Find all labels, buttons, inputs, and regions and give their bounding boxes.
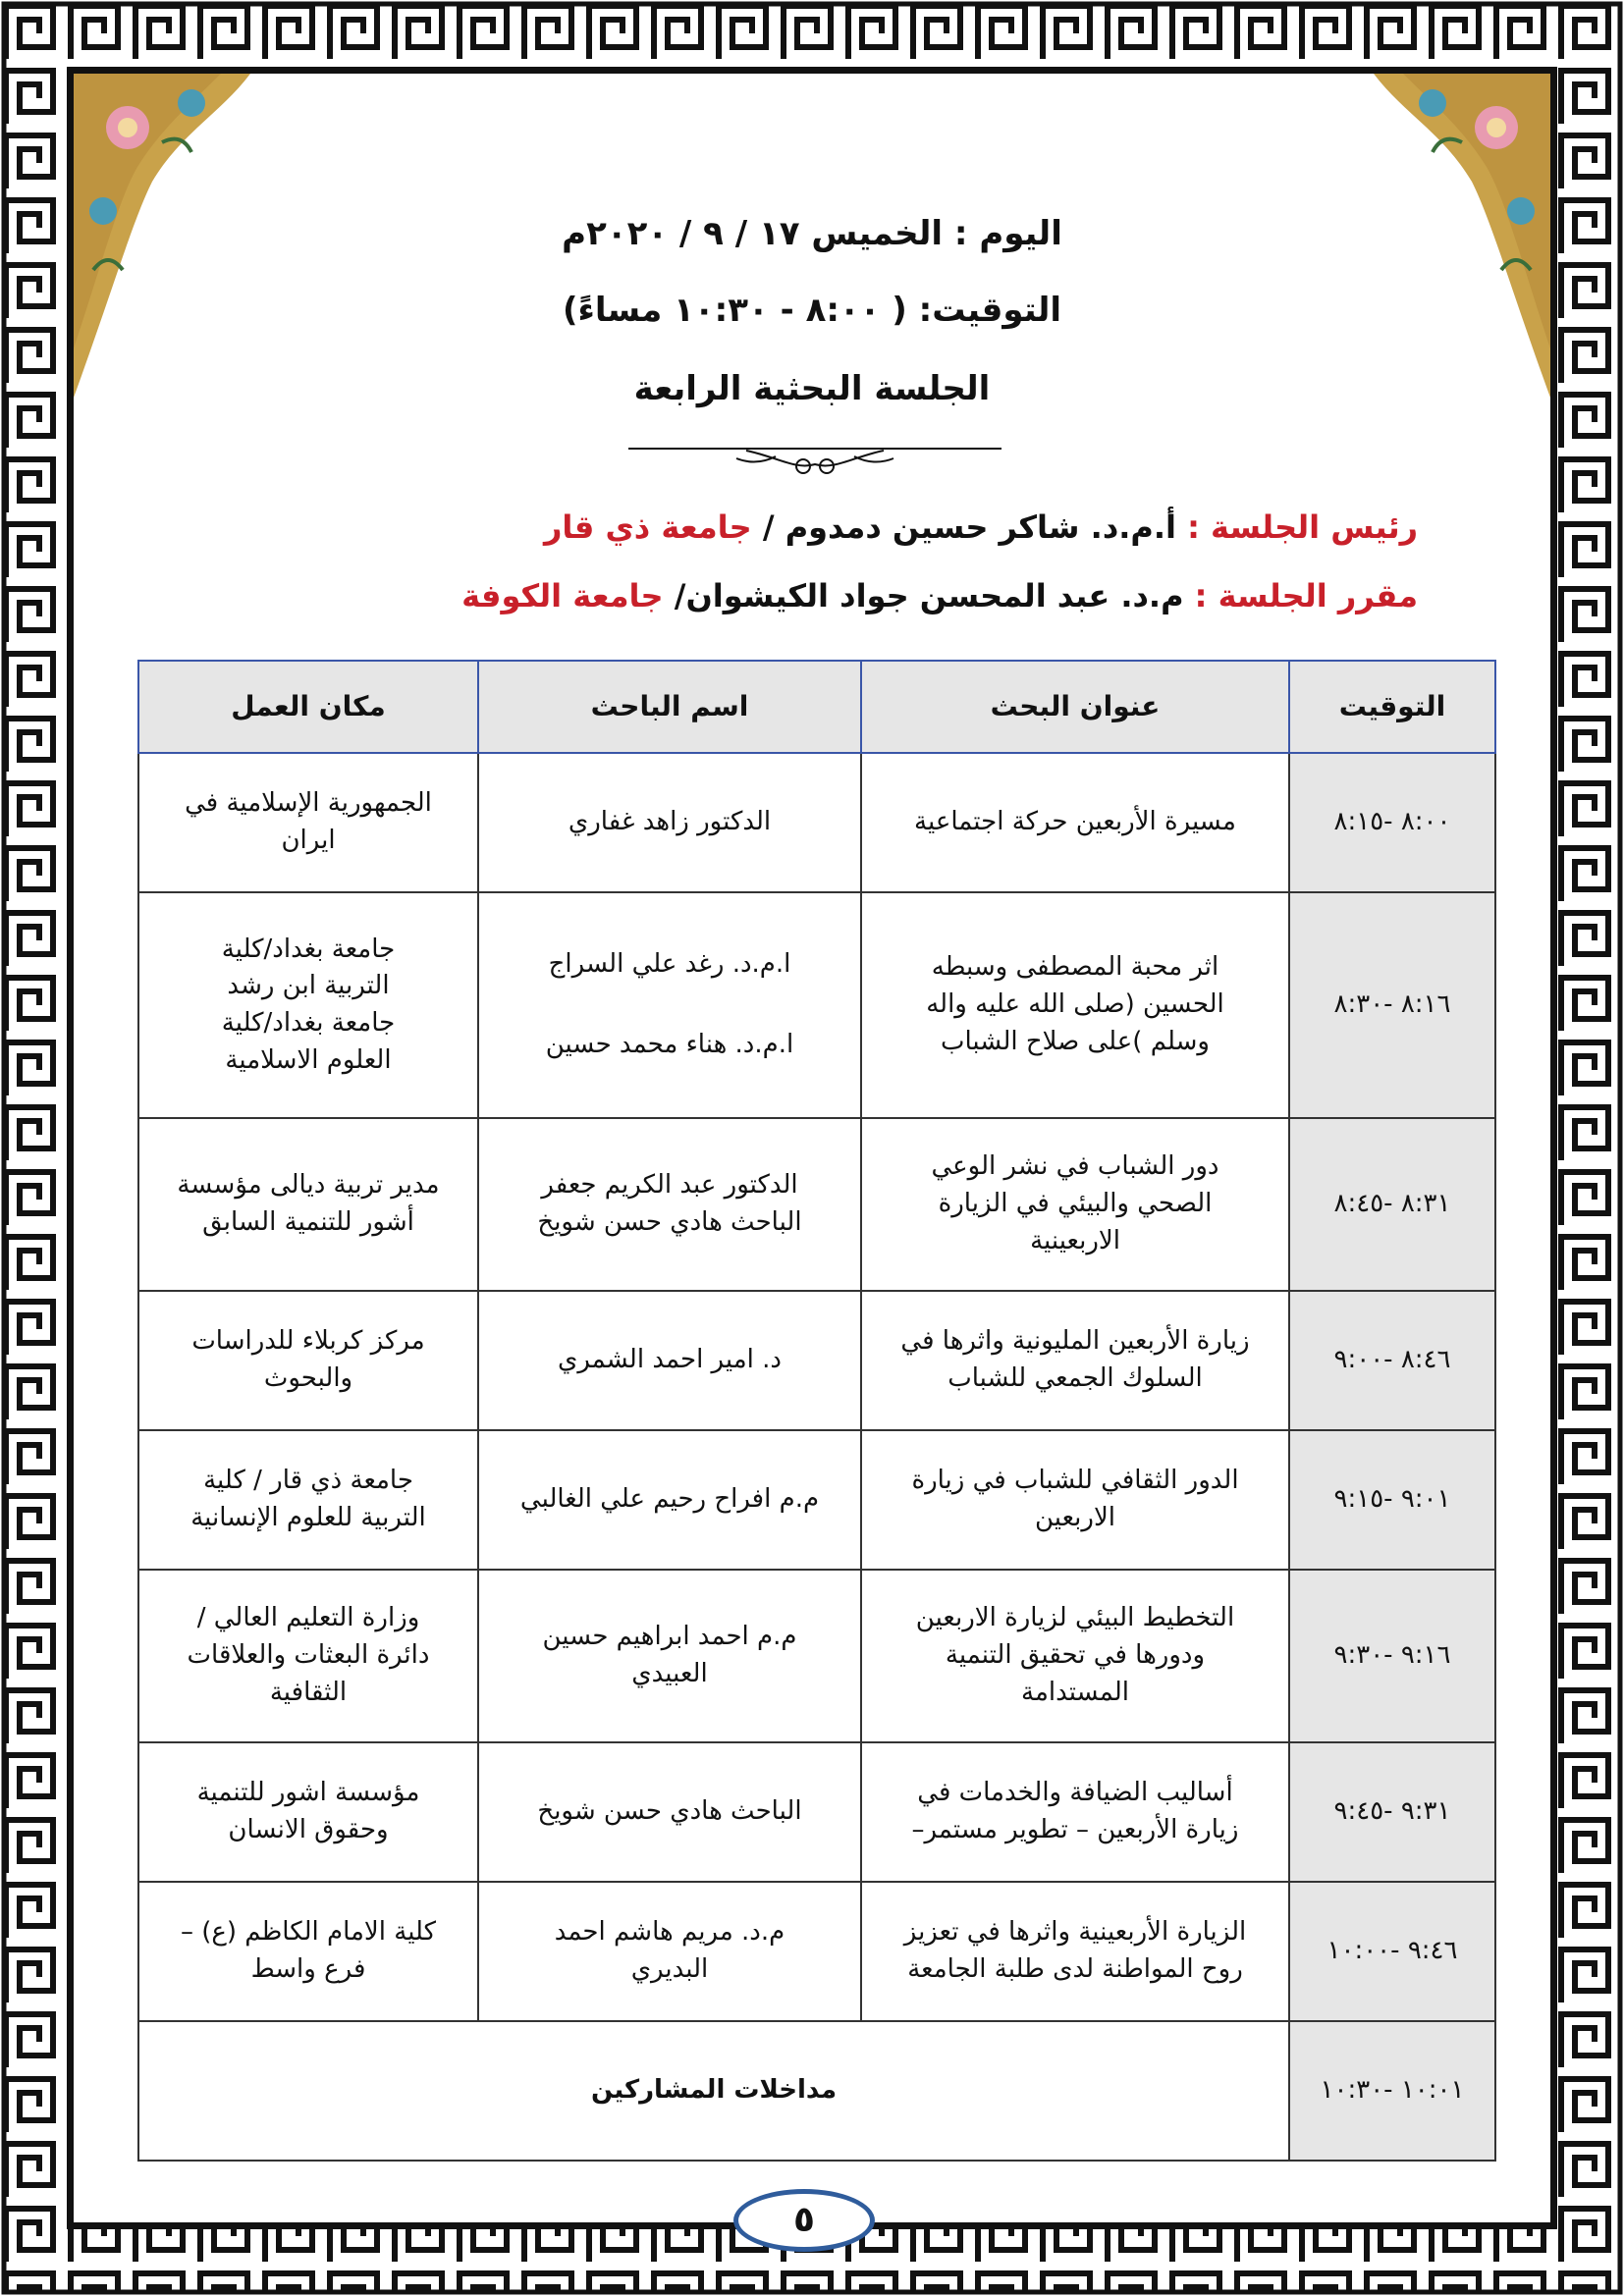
divider-ornament [628, 437, 1001, 480]
time-cell: ٩:٣١ -٩:٤٥ [1289, 1742, 1495, 1882]
title-cell [861, 1291, 1289, 1430]
title-line: التخطيط البيئي لزيارة الاربعين [915, 1603, 1235, 1633]
title-line: الصحي والبيئي في الزيارة [938, 1189, 1213, 1219]
time-cell: ٨:٠٠ -٨:١٥ [1289, 753, 1495, 892]
researcher-cell [478, 1430, 861, 1570]
title-line: الاربعين [1034, 1503, 1116, 1532]
researcher-cell [478, 892, 861, 1118]
title-line: الزيارة الأربعينية واثرها في تعزيز [903, 1917, 1247, 1948]
researcher-line: الباحث هادي حسن شويخ [537, 1796, 802, 1827]
title-cell [861, 1570, 1289, 1742]
workplace-line: التربية ابن رشد [227, 971, 390, 1001]
table-row [138, 892, 1495, 1118]
title-cell [861, 892, 1289, 1118]
workplace-line: وحقوق الانسان [228, 1815, 389, 1844]
time-cell: ٩:١٦ -٩:٣٠ [1289, 1570, 1495, 1742]
rapporteur-name: م.د. عبد المحسن جواد الكيشوان/ [674, 577, 1184, 614]
researcher-cell [478, 1742, 861, 1882]
workplace-line: ايران [281, 826, 336, 855]
chair-institution: جامعة ذي قار [543, 508, 752, 546]
table-row [138, 1430, 1495, 1570]
title-line: السلوك الجمعي للشباب [947, 1363, 1203, 1393]
researcher-cell [478, 1882, 861, 2021]
workplace-line: العلوم الاسلامية [225, 1044, 392, 1075]
title-cell [861, 753, 1289, 892]
title-line: المستدامة [1021, 1677, 1129, 1707]
workplace-line: فرع واسط [250, 1954, 366, 1984]
rapporteur-label: مقرر الجلسة : [1194, 577, 1418, 614]
table-row [138, 1118, 1495, 1291]
researcher-line: الباحث هادي حسن شويخ [537, 1207, 802, 1237]
researcher-line: الدكتور زاهد غفاري [568, 807, 772, 837]
table-row [138, 1291, 1495, 1430]
researcher-line: العبيدي [631, 1659, 708, 1688]
workplace-line: جامعة بغداد/كلية [221, 934, 396, 964]
session-date: اليوم : الخميس ١٧ / ٩ / ٢٠٢٠م [562, 214, 1062, 253]
session-title: الجلسة البحثية الرابعة [633, 369, 991, 408]
researcher-cell [478, 1118, 861, 1291]
title-cell [861, 1118, 1289, 1291]
workplace-line: جامعة بغداد/كلية [221, 1008, 396, 1038]
workplace-line: أشور للتنمية السابق [202, 1207, 414, 1237]
title-line: ودورها في تحقيق التنمية [945, 1640, 1206, 1671]
title-line: اثر محبة المصطفى وسبطه [931, 952, 1219, 983]
researcher-cell [478, 753, 861, 892]
table-row-closing [138, 2021, 1495, 2161]
researcher-line: م.م افراح رحيم علي الغالبي [519, 1484, 820, 1515]
table-header-row [138, 661, 1495, 753]
title-cell [861, 1430, 1289, 1570]
session-schedule-table [137, 660, 1496, 2162]
table-row [138, 753, 1495, 892]
workplace-line: وزارة التعليم العالي / [196, 1603, 420, 1633]
researcher-line: م.م احمد ابراهيم حسين [542, 1622, 797, 1652]
session-chair [544, 508, 1418, 546]
researcher-line: ا.م.د. هناء محمد حسين [545, 1030, 794, 1059]
workplace-line: كلية الامام الكاظم (ع) – [180, 1917, 437, 1948]
title-line: وسلم )على صلاح الشباب [941, 1026, 1210, 1056]
table-row [138, 1882, 1495, 2021]
header-time: التوقيت [1289, 661, 1495, 753]
title-cell [861, 1882, 1289, 2021]
table-row [138, 1742, 1495, 1882]
workplace-line: دائرة البعثات والعلاقات [187, 1640, 430, 1671]
participants-discussion: مداخلات المشاركين [138, 2021, 1289, 2161]
workplace-cell [138, 1882, 478, 2021]
workplace-line: مدير تربية ديالى مؤسسة [177, 1170, 440, 1201]
header-title: عنوان البحث [861, 661, 1289, 753]
workplace-line: والبحوث [263, 1363, 353, 1393]
chair-label: رئيس الجلسة : [1187, 508, 1418, 546]
researcher-cell [478, 1291, 861, 1430]
researcher-line: البديري [630, 1954, 709, 1984]
chair-name: أ.م.د. شاكر حسين دمدوم / [762, 508, 1176, 546]
workplace-cell [138, 1742, 478, 1882]
researcher-line: د. امير احمد الشمري [557, 1345, 783, 1375]
workplace-line: مركز كربلاء للدراسات [191, 1326, 425, 1357]
title-line: روح المواطنة لدى طلبة الجامعة [907, 1954, 1243, 1984]
title-line: الحسين (صلى الله عليه واله [926, 989, 1224, 1020]
workplace-line: مؤسسة اشور للتنمية [196, 1778, 420, 1808]
session-rapporteur [461, 577, 1418, 614]
title-line: الدور الثقافي للشباب في زيارة [911, 1466, 1239, 1496]
workplace-line: التربية للعلوم الإنسانية [190, 1503, 426, 1532]
researcher-cell [478, 1570, 861, 1742]
workplace-cell [138, 1291, 478, 1430]
title-line: زيارة الأربعين المليونية واثرها في [900, 1326, 1250, 1357]
workplace-cell [138, 753, 478, 892]
title-line: أساليب الضيافة والخدمات في [917, 1778, 1233, 1808]
workplace-cell [138, 1430, 478, 1570]
time-cell: ٨:١٦ -٨:٣٠ [1289, 892, 1495, 1118]
title-line: زيارة الأربعين – تطوير مستمر– [911, 1815, 1239, 1844]
researcher-line: م.د. مريم هاشم احمد [554, 1917, 785, 1948]
page-number: ٥ [733, 2189, 875, 2252]
title-cell [861, 1742, 1289, 1882]
title-line: دور الشباب في نشر الوعي [931, 1151, 1219, 1182]
time-cell: ٩:٤٦ -١٠:٠٠ [1289, 1882, 1495, 2021]
workplace-cell [138, 1118, 478, 1291]
researcher-line: الدكتور عبد الكريم جعفر [541, 1170, 798, 1201]
session-time: التوقيت: ( ٨:٠٠ - ١٠:٣٠ مساءً) [562, 291, 1061, 330]
rapporteur-institution: جامعة الكوفة [461, 577, 664, 614]
workplace-line: الثقافية [269, 1677, 348, 1707]
time-cell: ٩:٠١ -٩:١٥ [1289, 1430, 1495, 1570]
title-line: الاربعينية [1030, 1225, 1120, 1255]
table-row [138, 1570, 1495, 1742]
researcher-line: ا.م.د. رغد علي السراج [548, 949, 791, 980]
workplace-line: الجمهورية الإسلامية في [185, 788, 432, 819]
time-cell: ٨:٣١ -٨:٤٥ [1289, 1118, 1495, 1291]
title-line: مسيرة الأربعين حركة اجتماعية [914, 807, 1236, 837]
workplace-cell [138, 1570, 478, 1742]
workplace-line: جامعة ذي قار / كلية [203, 1466, 413, 1496]
workplace-cell [138, 892, 478, 1118]
time-cell: ١٠:٠١ -١٠:٣٠ [1289, 2021, 1495, 2161]
time-cell: ٨:٤٦ -٩:٠٠ [1289, 1291, 1495, 1430]
header-researcher: اسم الباحث [478, 661, 861, 753]
header-workplace: مكان العمل [138, 661, 478, 753]
